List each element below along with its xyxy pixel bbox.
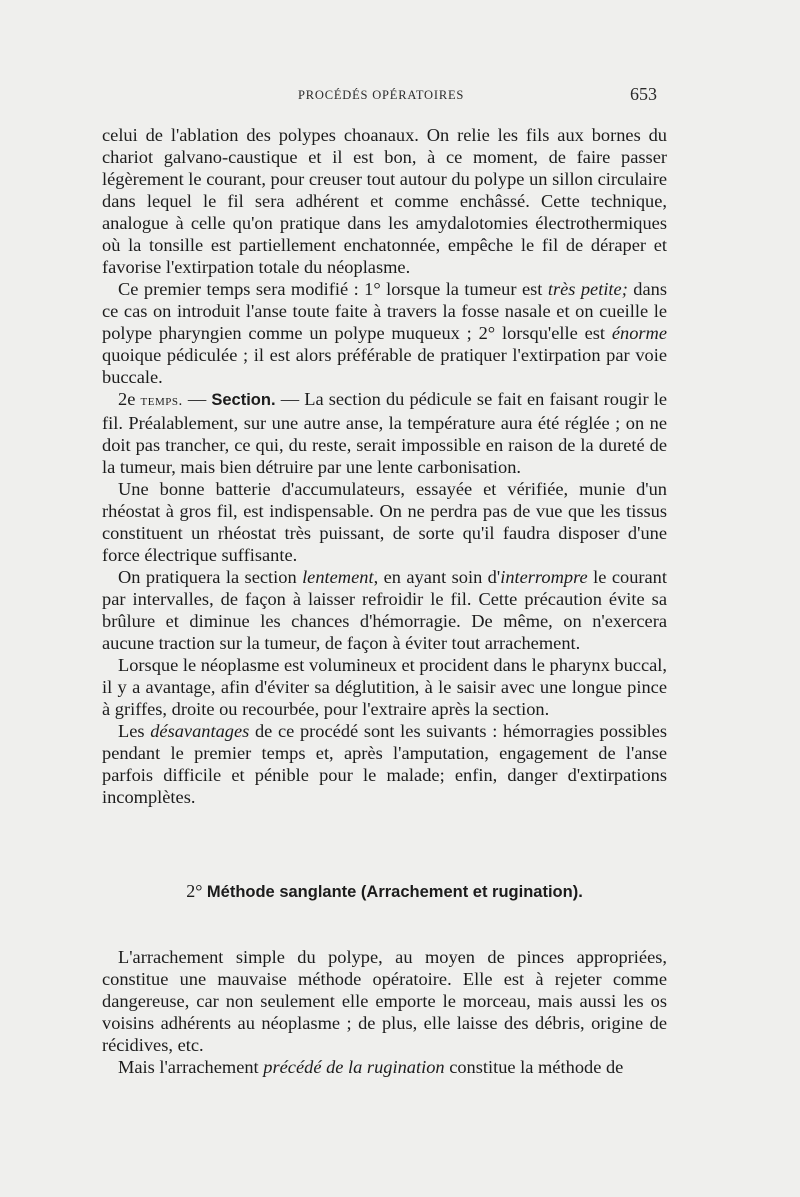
text-run: On pratiquera la section [118,567,303,587]
text-run: — La section du pédicule se fait en faisant rougir le fil. Préalablement, sur une autre anse, la température aura été réglée ; on ne doit pas trancher, ce qui, du reste, serait impossible en raison de la dureté de la tumeur, mais bien détruire par une lente carbonisation. [102,389,667,477]
paragraph: Une bonne batterie d'accumulateurs, essayée et vérifiée, munie d'un rhéostat à gros fil, est indispensable. On ne perdra pas de vue que les tissus constituent un rhéostat très puissant, de sorte qu'il faudra disposer d'une force électrique suffisante. [102,479,667,565]
paragraph [102,720,667,808]
text-run: , en ayant soin d' [373,567,501,587]
text-run: quoique pédiculée ; il est alors préférable de pratiquer l'extirpation par voie buccale. [102,345,667,387]
italic-run: interrompre [500,567,588,587]
text-run: constitue la méthode de [444,1057,624,1077]
paragraph [102,1056,667,1078]
section-title: Méthode sanglante [206,883,357,901]
text-run: Ce premier temps sera modifié : 1° lorsque la tumeur est [118,279,548,299]
text-run: le courant par intervalles, de façon à laisser refroidir le fil. Cette précaution évite sa brûlure et diminue les chances d'hémorragie. De même, on n'exercera aucune traction sur la tumeur, de façon à éviter tout arrachement. [102,567,667,653]
text-run: Mais l'arrachement [118,1057,264,1077]
section-heading [102,880,667,903]
text-run: — [182,389,212,409]
section-subtitle: (Arrachement et rugination). [356,883,583,901]
text-run: de ce procédé sont les suivants : hémorragies possibles pendant le premier temps et, après l'amputation, engagement de l'anse parfois difficile et pénible pour le malade; enfin, danger d'extirpations incomplètes. [102,721,667,807]
italic-run: précédé de la rugination [263,1057,445,1077]
paragraph [102,388,667,478]
page-number: 653 [630,84,657,104]
running-title: PROCÉDÉS OPÉRATOIRES [298,88,465,102]
paragraph [102,566,667,654]
italic-run: désavantages [150,721,250,741]
body-text-part1 [102,124,667,808]
italic-run: très petite; [547,279,628,299]
step-title: Section. [211,391,276,409]
paragraph [102,278,667,388]
running-header [0,84,800,108]
text-run: Les [118,721,151,741]
step-label: temps. [140,393,183,409]
text-run: dans ce cas on introduit l'anse toute faite à travers la fosse nasale et on cueille le polype pharyngien comme un polype muqueux ; 2° lorsqu'elle est [102,279,667,343]
italic-run: lentement [302,567,374,587]
paragraph: celui de l'ablation des polypes choanaux. On relie les fils aux bornes du chariot galvano-caustique et il est bon, à ce moment, de faire passer légèrement le courant, pour creuser tout autour du polype un sillon circulaire dans lequel le fil sera adhérent et comme enchâssé. Cette technique, analogue à celle qu'on pratique dans les amydalotomies électrothermiques où la tonsille est partiellement enchatonnée, empêche le fil de déraper et favorise l'extirpation totale du néoplasme. [102,125,667,277]
step-number: 2e [118,389,141,409]
paragraph: L'arrachement simple du polype, au moyen de pinces appropriées, constitue une mauvaise méthode opératoire. Elle est à rejeter comme dangereuse, car non seulement elle emporte le morceau, mais aussi les os voisins adhérents au néoplasme ; de plus, elle laisse des débris, origine de récidives, etc. [102,947,667,1055]
paragraph: Lorsque le néoplasme est volumineux et procident dans le pharynx buccal, il y a avantage, afin d'éviter sa déglutition, à le saisir avec une longue pince à griffes, droite ou recourbée, pour l'extraire après la section. [102,655,667,719]
body-text-part2 [102,946,667,1078]
section-number: 2° [186,881,207,901]
italic-run: énorme [611,323,667,343]
